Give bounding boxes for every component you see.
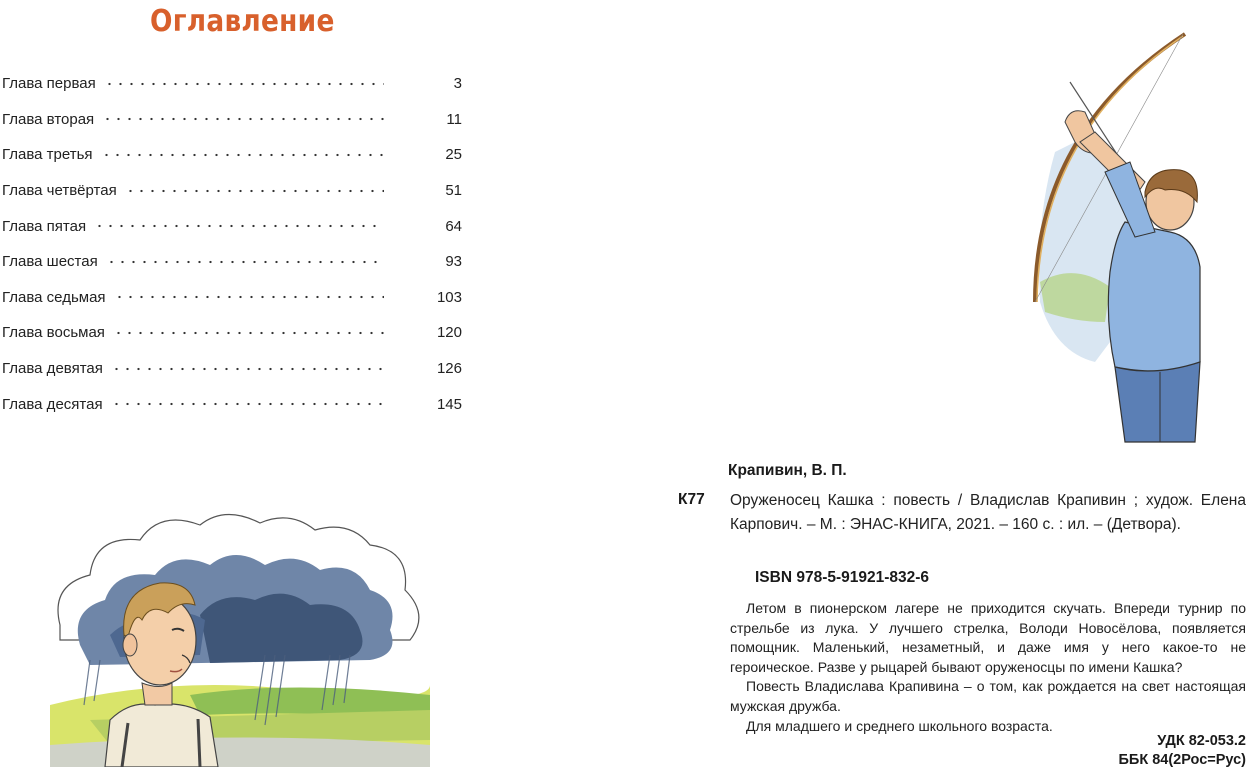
toc-entry <box>2 386 462 422</box>
toc-entry-label: Глава восьмая <box>2 324 105 342</box>
toc-entry-label: Глава четвёртая <box>2 182 117 200</box>
toc-entry-page: 3 <box>453 75 462 93</box>
udk-code: УДК 82-053.2 <box>1157 733 1246 749</box>
toc-entry <box>2 244 462 280</box>
toc-entry-page: 126 <box>436 360 462 378</box>
toc-entry <box>2 173 462 209</box>
toc-entry-label: Глава седьмая <box>2 288 106 306</box>
toc-leader-dots <box>106 260 384 264</box>
toc-entry-label: Глава третья <box>2 146 93 164</box>
toc-leader-dots <box>125 189 384 193</box>
toc-leader-dots <box>111 402 384 406</box>
toc-entry-label: Глава девятая <box>2 360 103 378</box>
toc-entry-label: Глава десятая <box>2 395 103 413</box>
toc-leader-dots <box>102 117 384 121</box>
toc-leader-dots <box>101 153 384 157</box>
archer-drawing-bow-illustration <box>1015 22 1247 457</box>
toc-entry <box>2 137 462 173</box>
toc-entry-page: 51 <box>445 182 462 200</box>
toc-leader-dots <box>114 295 384 299</box>
bbk-code: ББК 84(2Рос=Рус) <box>1118 752 1246 768</box>
toc-entry <box>2 315 462 351</box>
toc-leader-dots <box>104 82 384 86</box>
toc-entry-page: 103 <box>436 288 462 306</box>
toc-entry-label: Глава вторая <box>2 110 95 128</box>
toc-entry <box>2 280 462 316</box>
annotation-paragraph: Для младшего и среднего школьного возраста. <box>746 717 1053 734</box>
toc-entry-page: 11 <box>446 110 462 128</box>
toc-leader-dots <box>111 367 384 371</box>
toc-title: Оглавление <box>150 4 335 39</box>
toc-entry <box>2 102 462 138</box>
toc-entry <box>2 66 462 102</box>
toc-entry-label: Глава первая <box>2 75 96 93</box>
toc-entry-label: Глава пятая <box>2 217 87 235</box>
toc-entry-page: 120 <box>436 324 462 342</box>
catalog-author: Крапивин, В. П. <box>728 462 847 479</box>
annotation-paragraph: Летом в пионерском лагере не приходится скучать. Впереди турнир по стрельбе из лука. У лучшего стрелка, Володи Новосёлова, появляется помощник. Маленький, незаметный, и даже имя у него какое-то не героическое. Разве у рыцарей бывают оруженосцы по имени Кашка? <box>730 600 1246 675</box>
toc-entry-page: 64 <box>445 217 462 235</box>
bibliographic-description: Оруженосец Кашка : повесть / Владислав Крапивин ; худож. Елена Карпович. – М. : ЭНАС-КНИГА, 2021. – 160 с. : ил. – (Детвора). <box>730 492 1246 533</box>
isbn: ISBN 978-5-91921-832-6 <box>755 569 930 586</box>
toc-entry <box>2 351 462 387</box>
annotation <box>730 599 1246 736</box>
boy-under-storm-clouds-illustration <box>50 505 430 772</box>
toc-leader-dots <box>113 331 384 335</box>
toc-entry <box>2 208 462 244</box>
toc-entry-page: 145 <box>436 395 462 413</box>
annotation-paragraph: Повесть Владислава Крапивина – о том, как рождается на свет настоящая мужская дружба. <box>730 678 1246 714</box>
toc-entry-page: 93 <box>445 253 462 271</box>
table-of-contents <box>2 66 462 422</box>
toc-entry-page: 25 <box>445 146 462 164</box>
toc-entry-label: Глава шестая <box>2 253 98 271</box>
toc-leader-dots <box>94 224 384 228</box>
catalog-code: К77 <box>678 491 705 508</box>
